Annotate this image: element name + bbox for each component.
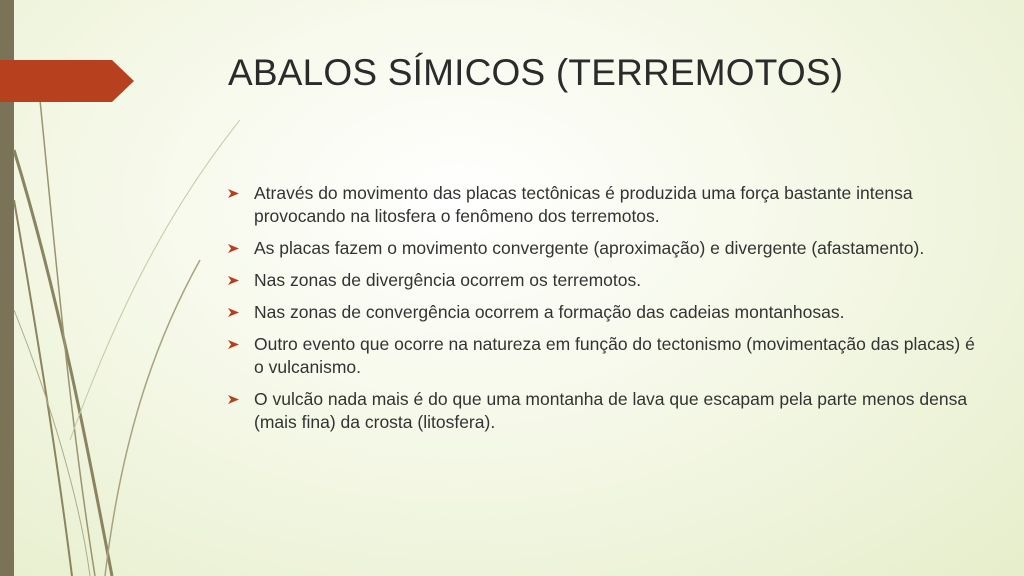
bullet-text: Nas zonas de divergência ocorrem os terremotos. (254, 270, 642, 290)
list-item (228, 333, 988, 379)
bullet-text: As placas fazem o movimento convergente (aproximação) e divergente (afastamento). (254, 238, 925, 258)
bullet-text: Outro evento que ocorre na natureza em função do tectonismo (movimentação das placas) é o vulcanismo. (254, 334, 975, 377)
bullet-text: Nas zonas de convergência ocorrem a formação das cadeias montanhosas. (254, 302, 845, 322)
arrowhead-bullet-icon (228, 340, 239, 349)
arrowhead-bullet-icon (228, 244, 239, 253)
arrow-accent-shape (0, 60, 134, 102)
bullet-text: O vulcão nada mais é do que uma montanha de lava que escapam pela parte menos densa (mais fina) da crosta (litosfera). (254, 389, 968, 432)
arrowhead-bullet-icon (228, 276, 239, 285)
list-item (228, 301, 988, 324)
bullet-list (228, 182, 988, 443)
arrowhead-bullet-icon (228, 189, 239, 198)
arrowhead-bullet-icon (228, 308, 239, 317)
bullet-text: Através do movimento das placas tectônicas é produzida uma força bastante intensa provocando na litosfera o fenômeno dos terremotos. (254, 183, 913, 226)
list-item (228, 182, 988, 228)
list-item (228, 237, 988, 260)
list-item (228, 269, 988, 292)
list-item (228, 388, 988, 434)
slide-title: ABALOS SÍMICOS (TERREMOTOS) (228, 52, 844, 93)
arrowhead-bullet-icon (228, 395, 239, 404)
